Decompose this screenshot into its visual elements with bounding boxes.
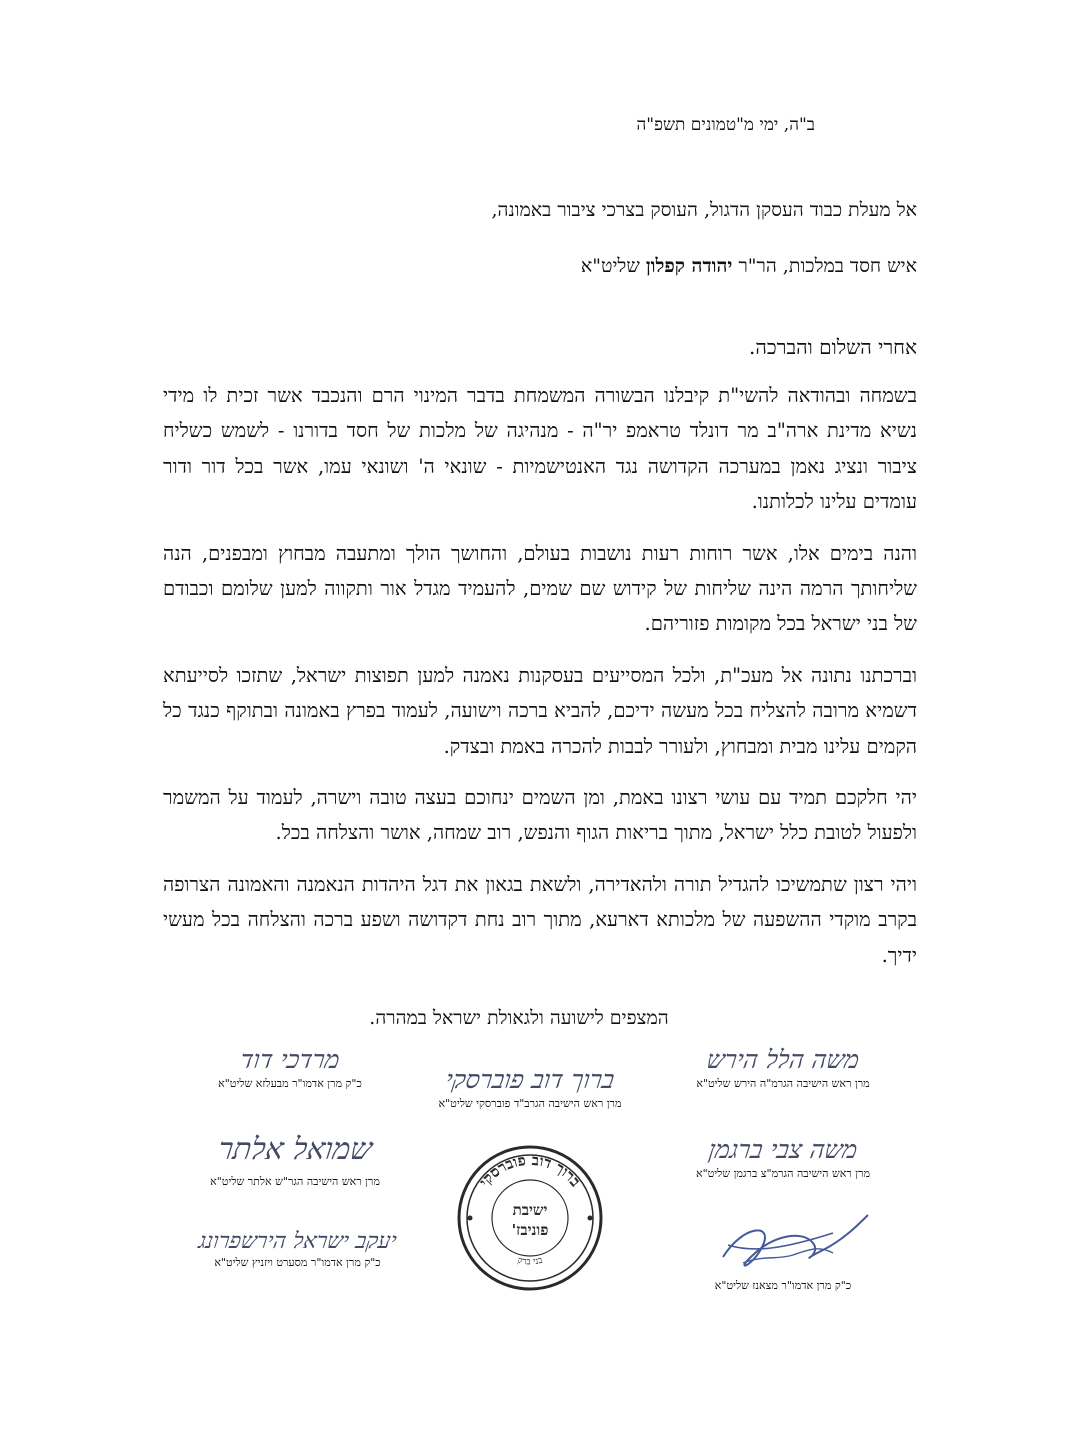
handwritten-signature: שמואל אלתר xyxy=(215,1132,375,1167)
paragraph: והנה בימים אלו, אשר רוחות רעות נושבות בעולם, והחושך הולך ומתעבה מבחוץ ומבפנים, הנה שליחותך הרמה הינה שליחות של קידוש שם שמים, להעמיד מגדל אור ותקווה למען שלומם וכבודם של בני ישראל בכל מקומות פזוריהם. xyxy=(163,541,917,636)
paragraph: בשמחה ובהודאה להשי"ת קיבלנו הבשורה המשמחת בדבר המינוי הרם והנכבד אשר זכית לו מידי נשיא מדינת ארה"ב מר דונלד טראמפ יר"ה - מנהיגה של מלכות של חסד בדורנו - לשמש כשליח ציבור ונציג נאמן במערכה הקדושה נגד האנטישמיות - שונאי ה' ושונאי עמו, אשר בכל דור ודור עומדים עלינו לכלותנו. xyxy=(163,384,917,514)
address-suffix: שליט"א xyxy=(580,255,640,277)
closing-text: המצפים לישועה ולגאולת ישראל במהרה. xyxy=(369,1007,669,1029)
scribble-signature-icon xyxy=(683,1205,883,1277)
signatory-title: כ"ק מרן אדמו"ר מבעלזא שליט"א xyxy=(218,1077,362,1090)
recipient-name: יהודה קפלון xyxy=(645,255,733,277)
handwritten-signature: משה הלל הירש xyxy=(704,1045,862,1074)
address-prefix: איש חסד במלכות, הר"ר xyxy=(738,255,917,277)
stamp-bottom-text: בני ברק xyxy=(516,1255,544,1268)
address-line-2 xyxy=(157,250,917,306)
handwritten-signature: ברוך דוב פוברסקי xyxy=(443,1065,617,1094)
handwritten-signature: מרדכי דוד xyxy=(238,1045,342,1074)
handwritten-signature: משה צבי ברגמן xyxy=(706,1135,860,1164)
signature-block-alter xyxy=(180,1132,410,1188)
signature-block-hirsch xyxy=(668,1045,898,1090)
signatory-title: מרן ראש הישיבה הגרמ"צ ברגמן שליט"א xyxy=(695,1167,870,1180)
signatory-title: כ"ק מרן אדמו"ר מצאנז שליט"א xyxy=(714,1279,852,1292)
handwritten-signature: יעקב ישראל הירשפרונג xyxy=(196,1229,399,1254)
stamp-center-line-1: ישיבת xyxy=(512,1201,548,1219)
signatory-title: מרן ראש הישיבה הגרב"ד פוברסקי שליט"א xyxy=(438,1097,622,1110)
signature-block-bergman xyxy=(668,1135,898,1180)
paragraph: וברכתנו נתונה אל מעכ"ת, ולכל המסייעים בעסקנות נאמנה למען תפוצות ישראל, שתזכו לסייעתא דשמיא מרובה להצליח בכל מעשה ידיכם, להביא ברכה וישועה, לעמוד בפרץ באמונה ובתוקף כנגד כל הקמים עלינו מבית ומבחוץ, ולעורר לבבות להכרה באמת ובצדק. xyxy=(163,663,917,758)
signatory-title: מרן ראש הישיבה הגר"ש אלתר שליט"א xyxy=(210,1175,380,1188)
signatory-title: מרן ראש הישיבה הגרמ"ה הירש שליט"א xyxy=(696,1077,870,1090)
signatory-title: כ"ק מרן אדמו"ר מסערט ויזניץ שליט"א xyxy=(214,1256,381,1269)
closing-line xyxy=(0,1007,1080,1030)
address-block xyxy=(157,194,917,306)
yeshiva-stamp-icon xyxy=(455,1143,605,1293)
stamp-center-line-2: פוניבז' xyxy=(511,1221,549,1239)
paragraph: יהי חלקכם תמיד עם עושי רצונו באמת, ומן השמים ינחוכם בעצה טובה וישרה, לעמוד על המשמר ולפעול לטובת כלל ישראל, מתוך בריאות הגוף והנפש, רוב שמחה, אושר והצלחה בכל. xyxy=(163,786,917,845)
signature-block-povarsky xyxy=(395,1065,665,1110)
address-line-1: אל מעלת כבוד העסקן הדגול, העוסק בצרכי ציבור באמונה, xyxy=(491,199,917,221)
greeting: אחרי השלום והברכה. xyxy=(749,335,917,359)
paragraph: ויהי רצון שתמשיכו להגדיל תורה ולהאדירה, ולשאת בגאון את דגל היהדות הנאמנה והאמונה הצרופה בקרב מוקדי ההשפעה של מלכותא דארעא, מתוך רוב נחת דקדושה ושפע ברכה והצלחה בכל מעשי ידיך. xyxy=(163,872,917,967)
signature-block-sanz xyxy=(668,1205,898,1292)
signature-block-belz xyxy=(180,1045,400,1090)
letter-body xyxy=(163,378,917,989)
stamp-top-text: ברוך דוב פוברסקי xyxy=(475,1150,585,1191)
signature-block-seret-vizhnitz xyxy=(175,1228,420,1269)
date-line: ב"ה, ימי מ"טמונים תשפ"ה xyxy=(636,115,815,135)
